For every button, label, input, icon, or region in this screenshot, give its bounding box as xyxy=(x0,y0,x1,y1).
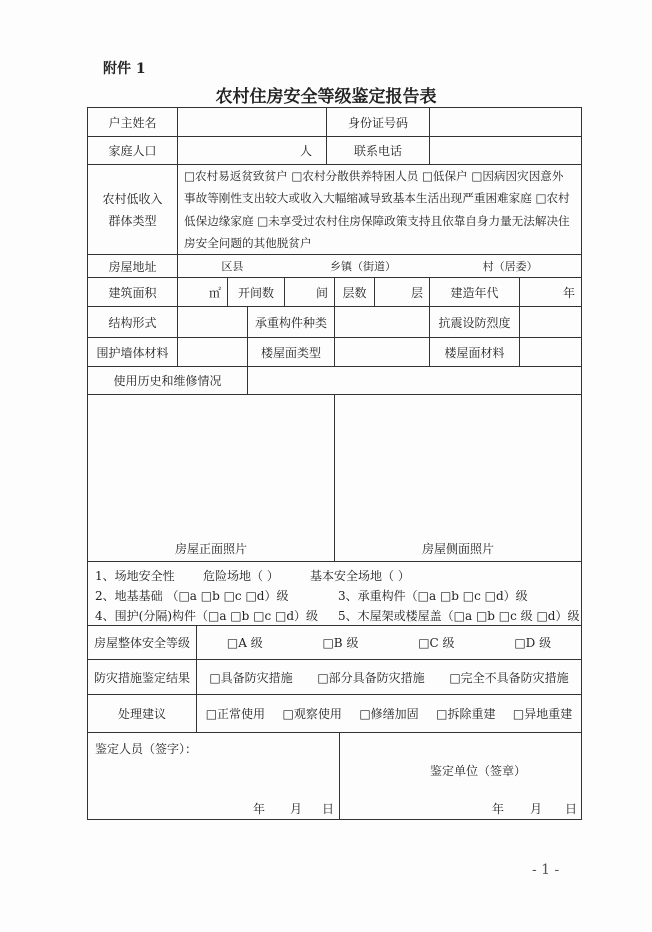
family-size-field[interactable] xyxy=(177,136,327,165)
address-label: 房屋地址 xyxy=(87,254,178,278)
item-roof[interactable]: 5、木屋架或楼屋盖（□a □b □c 级 □d）级 xyxy=(338,609,580,623)
floor-material-label: 楼屋面材料 xyxy=(429,337,520,367)
date-year-left: 年 xyxy=(253,802,266,816)
family-size-label: 家庭人口 xyxy=(87,136,178,165)
side-photo-caption: 房屋侧面照片 xyxy=(421,542,494,556)
wall-material-field[interactable] xyxy=(177,337,248,367)
item-load-bearing[interactable]: 3、承重构件（□a □b □c □d）级 xyxy=(338,589,528,603)
group-type-options[interactable]: □农村易返贫致贫户 □农村分散供养特困人员 □低保户 □因病因灾因意外事故等刚性支出较大或收入大幅缩减导致基本生活出现严重困难家庭 □农村低保边缘家庭 □未享受过农村住房保障政策支持且依靠自身力量无法解决住房安全问题的其他脱贫户 xyxy=(177,164,582,255)
rooms-label: 开间数 xyxy=(227,277,285,307)
disaster-full-checkbox[interactable]: □具备防灾措施 xyxy=(209,670,293,685)
date-month-right: 月 xyxy=(530,802,543,816)
group-type-label: 农村低收入群体类型 xyxy=(87,164,178,255)
floor-type-label: 楼屋面类型 xyxy=(247,337,335,367)
area-field[interactable]: ㎡ xyxy=(177,277,228,307)
year-built-field[interactable]: 年 xyxy=(519,277,582,307)
advice-observe-checkbox[interactable]: □观察使用 xyxy=(282,707,342,721)
owner-name-field[interactable] xyxy=(177,107,327,137)
grade-a-checkbox[interactable]: □A 级 xyxy=(226,636,263,650)
wall-material-label: 围护墙体材料 xyxy=(87,337,178,367)
id-number-label: 身份证号码 xyxy=(326,107,430,137)
disaster-none-checkbox[interactable]: □完全不具备防灾措施 xyxy=(449,670,569,685)
persons-unit: 人 xyxy=(299,144,312,158)
load-bearing-label: 承重构件种类 xyxy=(247,306,335,338)
grade-c-checkbox[interactable]: □C 级 xyxy=(418,636,455,650)
page-number: - 1 - xyxy=(532,862,560,878)
seismic-field[interactable] xyxy=(519,306,582,338)
history-field[interactable] xyxy=(247,366,582,395)
rooms-field[interactable]: 间 xyxy=(284,277,335,307)
owner-name-label: 户主姓名 xyxy=(87,107,178,137)
advice-relocate-checkbox[interactable]: □异地重建 xyxy=(512,707,573,721)
page-title: 农村住房安全等级鉴定报告表 xyxy=(215,87,437,107)
overall-grade-options xyxy=(196,625,582,660)
item-enclosure[interactable]: 4、围护(分隔)构件（□a □b □c □d）级 xyxy=(95,609,319,623)
advice-normal-checkbox[interactable]: □正常使用 xyxy=(205,707,266,721)
year-built-label: 建造年代 xyxy=(429,277,520,307)
address-field[interactable] xyxy=(177,254,582,278)
structure-field[interactable] xyxy=(177,306,248,338)
seismic-label: 抗震设防烈度 xyxy=(429,306,520,338)
date-year-right: 年 xyxy=(492,802,505,816)
area-label: 建筑面积 xyxy=(87,277,178,307)
disaster-partial-checkbox[interactable]: □部分具备防灾措施 xyxy=(317,670,425,685)
advice-repair-checkbox[interactable]: □修缮加固 xyxy=(359,707,419,721)
village-label: 村（居委） xyxy=(482,260,538,273)
front-photo-caption: 房屋正面照片 xyxy=(174,542,247,556)
date-day-right: 日 xyxy=(565,802,578,816)
appraiser-label: 鉴定人员（签字）： xyxy=(95,742,198,756)
advice-options xyxy=(196,694,582,733)
floors-label: 层数 xyxy=(334,277,375,307)
item-foundation[interactable]: 2、地基基础 （□a □b □c □d）级 xyxy=(95,589,289,603)
phone-label: 联系电话 xyxy=(326,136,430,165)
disaster-options xyxy=(196,659,582,695)
district-label: 区县 xyxy=(221,260,244,273)
grade-b-checkbox[interactable]: □B 级 xyxy=(322,636,359,650)
id-number-field[interactable] xyxy=(429,107,582,137)
advice-label: 处理建议 xyxy=(87,694,197,733)
item-site-danger[interactable]: 危险场地（ ） xyxy=(203,569,279,583)
unit-label: 鉴定单位（签章） xyxy=(430,764,527,778)
history-label: 使用历史和维修情况 xyxy=(87,366,248,395)
attachment-label: 附件 1 xyxy=(103,61,146,77)
date-day-left: 日 xyxy=(322,802,335,816)
item-site-safety: 1、场地安全性 xyxy=(95,569,175,583)
structure-label: 结构形式 xyxy=(87,306,178,338)
floor-material-field[interactable] xyxy=(519,337,582,367)
grade-d-checkbox[interactable]: □D 级 xyxy=(514,636,552,650)
load-bearing-field[interactable] xyxy=(334,306,430,338)
advice-rebuild-checkbox[interactable]: □拆除重建 xyxy=(436,707,496,721)
overall-grade-label: 房屋整体安全等级 xyxy=(87,625,197,660)
phone-field[interactable] xyxy=(429,136,582,165)
front-photo-box[interactable] xyxy=(87,394,335,562)
floor-type-field[interactable] xyxy=(334,337,430,367)
item-site-basic[interactable]: 基本安全场地（ ） xyxy=(310,569,410,583)
side-photo-box[interactable] xyxy=(334,394,582,562)
date-month-left: 月 xyxy=(290,802,303,816)
floors-field[interactable]: 层 xyxy=(374,277,430,307)
disaster-label: 防灾措施鉴定结果 xyxy=(87,659,197,695)
township-label: 乡镇（街道） xyxy=(329,260,396,273)
